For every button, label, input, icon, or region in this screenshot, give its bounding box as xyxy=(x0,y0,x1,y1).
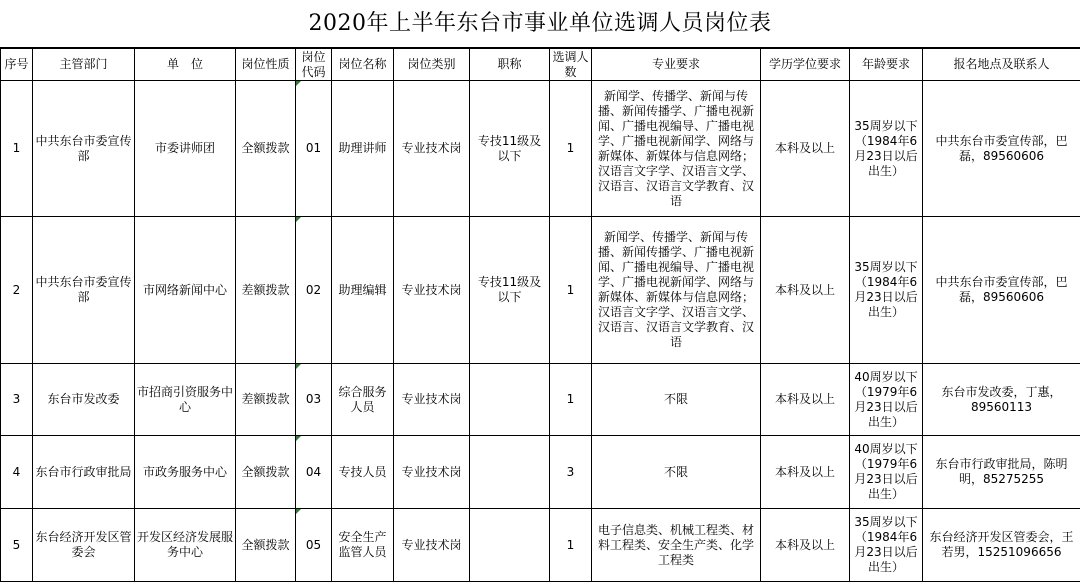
cell-age: 35周岁以下（1984年6月23日以后出生） xyxy=(850,217,923,364)
cell-seq: 3 xyxy=(1,364,33,436)
header-contact: 报名地点及联系人 xyxy=(923,49,1080,81)
cell-unit: 市招商引资服务中心 xyxy=(135,364,236,436)
cell-title xyxy=(470,509,550,582)
cell-count: 1 xyxy=(550,217,592,364)
header-count: 选调人数 xyxy=(550,49,592,81)
cell-edu: 本科及以上 xyxy=(761,364,850,436)
cell-title: 专技11级及以下 xyxy=(470,81,550,217)
header-age: 年龄要求 xyxy=(850,49,923,81)
cell-post: 综合服务人员 xyxy=(332,364,394,436)
header-title: 职称 xyxy=(470,49,550,81)
cell-title xyxy=(470,436,550,509)
cell-nature: 差额拨款 xyxy=(236,217,296,364)
cell-unit: 市委讲师团 xyxy=(135,81,236,217)
cell-edu: 本科及以上 xyxy=(761,217,850,364)
cell-major: 不限 xyxy=(592,436,761,509)
header-post: 岗位名称 xyxy=(332,49,394,81)
table-row xyxy=(1,436,1080,509)
cell-category: 专业技术岗 xyxy=(394,436,470,509)
cell-seq: 5 xyxy=(1,509,33,582)
table-title: 2020年上半年东台市事业单位选调人员岗位表 xyxy=(0,0,1080,48)
cell-title xyxy=(470,364,550,436)
cell-dept: 东台市发改委 xyxy=(33,364,135,436)
cell-count: 1 xyxy=(550,81,592,217)
header-major: 专业要求 xyxy=(592,49,761,81)
cell-post: 助理讲师 xyxy=(332,81,394,217)
cell-post: 安全生产监管人员 xyxy=(332,509,394,582)
cell-count: 1 xyxy=(550,364,592,436)
cell-unit: 市政务服务中心 xyxy=(135,436,236,509)
cell-nature: 差额拨款 xyxy=(236,364,296,436)
header-code: 岗位代码 xyxy=(296,49,332,81)
cell-major: 电子信息类、机械工程类、材料工程类、安全生产类、化学工程类 xyxy=(592,509,761,582)
cell-category: 专业技术岗 xyxy=(394,81,470,217)
cell-age: 35周岁以下（1984年6月23日以后出生） xyxy=(850,509,923,582)
cell-contact: 东台市行政审批局，陈明明，85275255 xyxy=(923,436,1080,509)
cell-unit: 市网络新闻中心 xyxy=(135,217,236,364)
cell-seq: 1 xyxy=(1,81,33,217)
header-dept: 主管部门 xyxy=(33,49,135,81)
cell-age: 40周岁以下（1979年6月23日以后出生） xyxy=(850,436,923,509)
cell-dept: 中共东台市委宣传部 xyxy=(33,217,135,364)
cell-dept: 中共东台市委宣传部 xyxy=(33,81,135,217)
cell-count: 1 xyxy=(550,509,592,582)
cell-major: 新闻学、传播学、新闻与传播、新闻传播学、广播电视新闻、广播电视编导、广播电视学、广播电视新闻学、网络与新媒体、新媒体与信息网络；汉语言文字学、汉语言文学、汉语言、汉语言文学教育、汉语 xyxy=(592,81,761,217)
cell-edu: 本科及以上 xyxy=(761,81,850,217)
header-nature: 岗位性质 xyxy=(236,49,296,81)
positions-table xyxy=(0,48,1080,582)
cell-post: 助理编辑 xyxy=(332,217,394,364)
table-row xyxy=(1,509,1080,582)
cell-contact: 中共东台市委宣传部，巴磊，89560606 xyxy=(923,217,1080,364)
cell-dept: 东台经济开发区管委会 xyxy=(33,509,135,582)
cell-code: 02 xyxy=(296,217,332,364)
cell-title: 专技11级及以下 xyxy=(470,217,550,364)
cell-nature: 全额拨款 xyxy=(236,81,296,217)
table-row xyxy=(1,81,1080,217)
table-row xyxy=(1,217,1080,364)
cell-major: 新闻学、传播学、新闻与传播、新闻传播学、广播电视新闻、广播电视编导、广播电视学、广播电视新闻学、网络与新媒体、新媒体与信息网络；汉语言文字学、汉语言文学、汉语言、汉语言文学教育、汉语 xyxy=(592,217,761,364)
cell-unit: 开发区经济发展服务中心 xyxy=(135,509,236,582)
header-row xyxy=(1,49,1080,81)
cell-seq: 4 xyxy=(1,436,33,509)
cell-edu: 本科及以上 xyxy=(761,509,850,582)
cell-seq: 2 xyxy=(1,217,33,364)
header-edu: 学历学位要求 xyxy=(761,49,850,81)
cell-category: 专业技术岗 xyxy=(394,509,470,582)
cell-contact: 中共东台市委宣传部，巴磊，89560606 xyxy=(923,81,1080,217)
cell-category: 专业技术岗 xyxy=(394,217,470,364)
cell-nature: 全额拨款 xyxy=(236,509,296,582)
cell-contact: 东台经济开发区管委会，王若男，15251096656 xyxy=(923,509,1080,582)
cell-code: 04 xyxy=(296,436,332,509)
cell-major: 不限 xyxy=(592,364,761,436)
header-seq: 序号 xyxy=(1,49,33,81)
cell-code: 01 xyxy=(296,81,332,217)
cell-nature: 全额拨款 xyxy=(236,436,296,509)
cell-age: 40周岁以下（1979年6月23日以后出生） xyxy=(850,364,923,436)
table-row xyxy=(1,364,1080,436)
cell-code: 03 xyxy=(296,364,332,436)
cell-code: 05 xyxy=(296,509,332,582)
cell-age: 35周岁以下（1984年6月23日以后出生） xyxy=(850,81,923,217)
cell-edu: 本科及以上 xyxy=(761,436,850,509)
header-category: 岗位类别 xyxy=(394,49,470,81)
header-unit: 单 位 xyxy=(135,49,236,81)
cell-post: 专技人员 xyxy=(332,436,394,509)
cell-count: 3 xyxy=(550,436,592,509)
cell-contact: 东台市发改委，丁惠，89560113 xyxy=(923,364,1080,436)
cell-category: 专业技术岗 xyxy=(394,364,470,436)
cell-dept: 东台市行政审批局 xyxy=(33,436,135,509)
